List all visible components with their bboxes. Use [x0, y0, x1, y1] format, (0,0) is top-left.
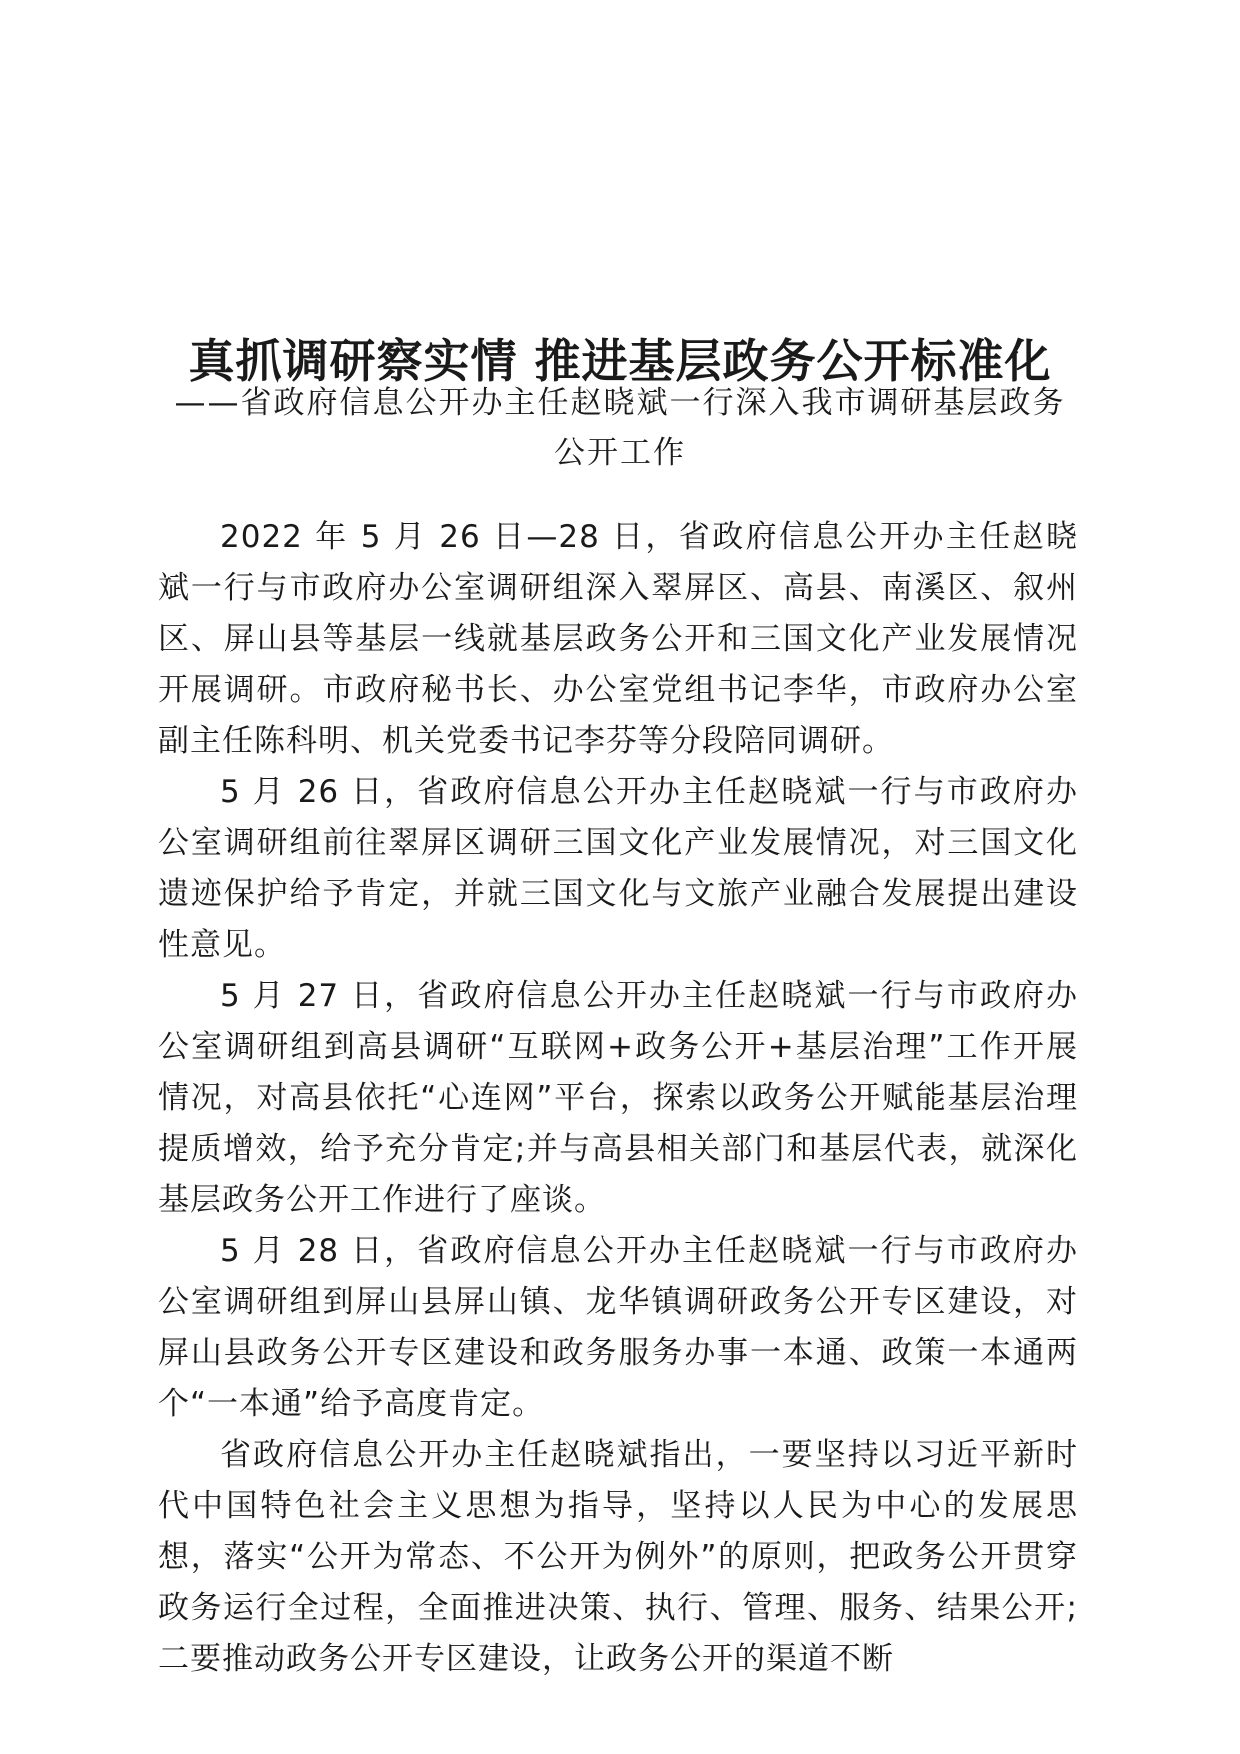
- document-subtitle: ——省政府信息公开办主任赵晓斌一行深入我市调研基层政务公开工作: [174, 385, 1066, 471]
- paragraph: 省政府信息公开办主任赵晓斌指出，一要坚持以习近平新时代中国特色社会主义思想为指导，坚持以人民为中心的发展思想，落实“公开为常态、不公开为例外”的原则，把政务公开贯穿政务运行全过程，全面推进决策、执行、管理、服务、结果公开;二要推动政务公开专区建设，让政务公开的渠道不断: [158, 1437, 1078, 1677]
- paragraph: 5 月 26 日，省政府信息公开办主任赵晓斌一行与市政府办公室调研组前往翠屏区调研三国文化产业发展情况，对三国文化遗迹保护给予肯定，并就三国文化与文旅产业融合发展提出建设性意见。: [158, 774, 1078, 963]
- paragraph: 5 月 27 日，省政府信息公开办主任赵晓斌一行与市政府办公室调研组到高县调研“互联网+政务公开+基层治理”工作开展情况，对高县依托“心连网”平台，探索以政务公开赋能基层治理提质增效，给予充分肯定;并与高县相关部门和基层代表，就深化基层政务公开工作进行了座谈。: [158, 978, 1078, 1218]
- document-title: 真抓调研察实情 推进基层政务公开标准化: [188, 333, 1052, 388]
- paragraph: 5 月 28 日，省政府信息公开办主任赵晓斌一行与市政府办公室调研组到屏山县屏山镇、龙华镇调研政务公开专区建设，对屏山县政务公开专区建设和政务服务办事一本通、政策一本通两个“一本通”给予高度肯定。: [158, 1233, 1078, 1422]
- document-body: [158, 512, 1078, 1685]
- paragraph: 2022 年 5 月 26 日—28 日，省政府信息公开办主任赵晓斌一行与市政府办公室调研组深入翠屏区、高县、南溪区、叙州区、屏山县等基层一线就基层政务公开和三国文化产业发展情况开展调研。市政府秘书长、办公室党组书记李华，市政府办公室副主任陈科明、机关党委书记李芬等分段陪同调研。: [158, 519, 1078, 759]
